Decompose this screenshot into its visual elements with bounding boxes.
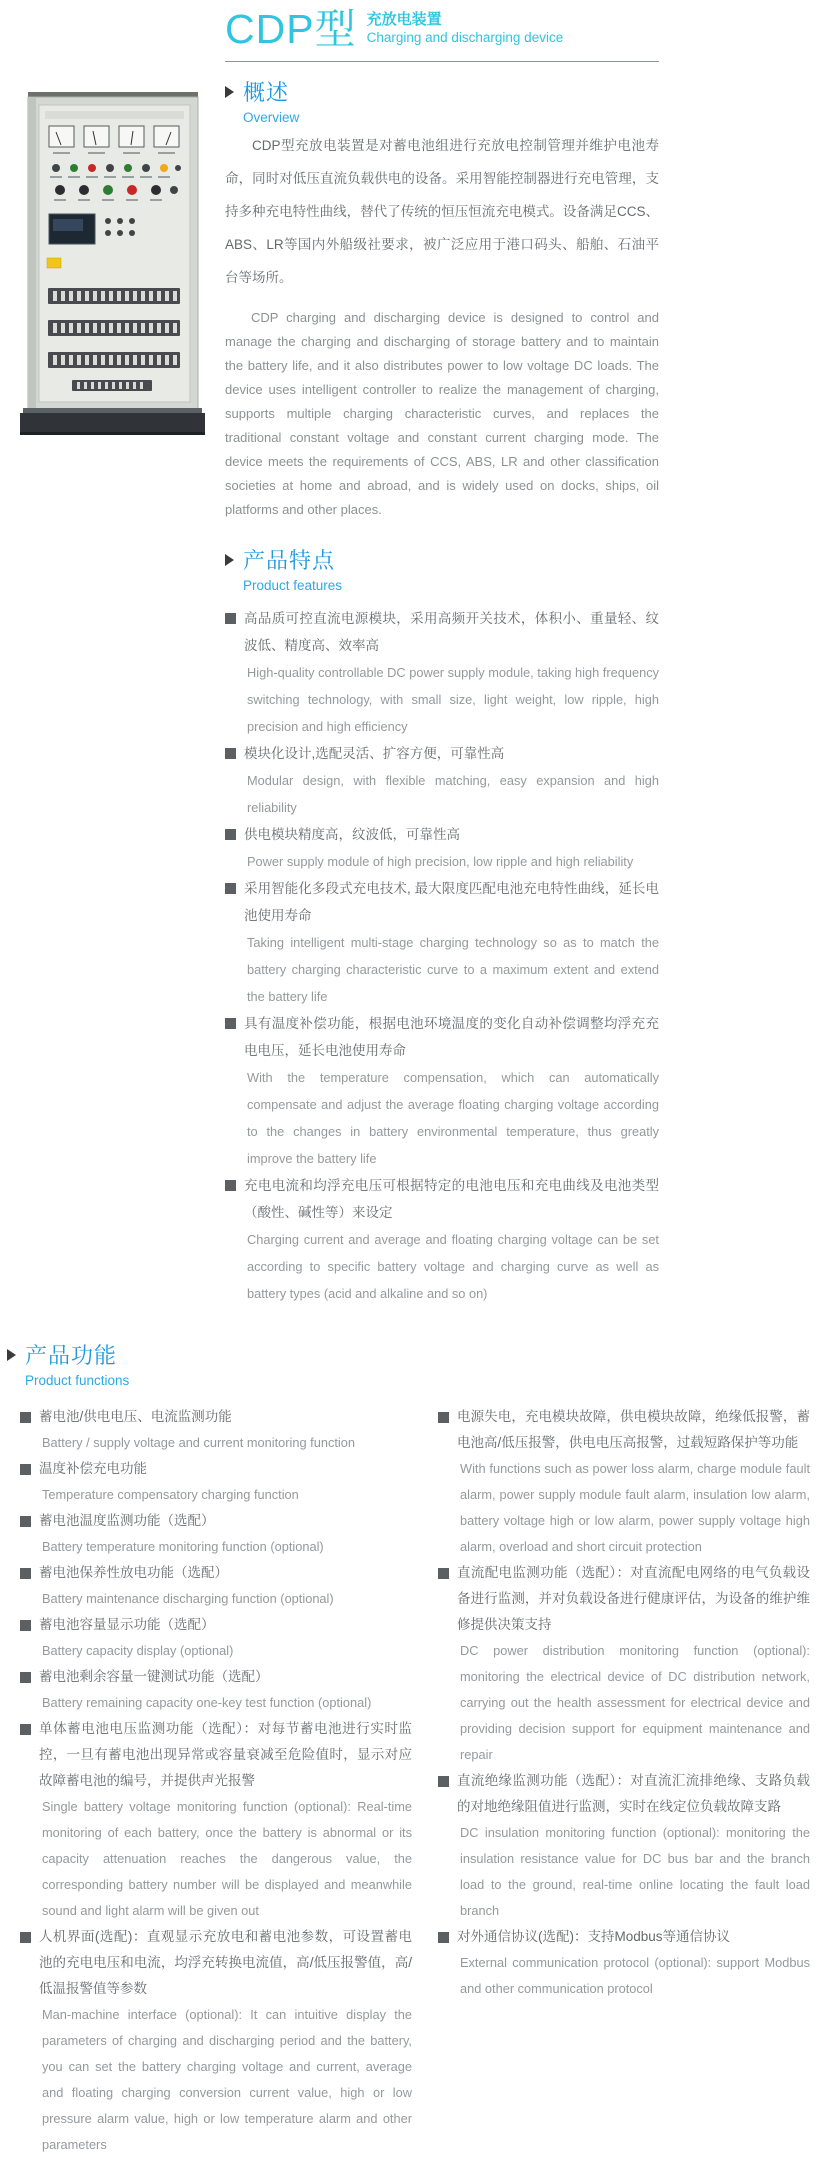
bullet-square-icon <box>20 1724 31 1735</box>
feature-text-en: With the temperature compensation, which can automatically compensate and adjust the average floating charging voltage according to the changes in battery environmental temperature, thus greatly improve the battery life <box>247 1070 659 1166</box>
function-item <box>438 1924 810 2002</box>
bullet-square-icon <box>438 1568 449 1579</box>
features-list <box>225 605 659 1307</box>
bullet-square-icon <box>20 1516 31 1527</box>
feature-text-cn: 充电电流和均浮充电压可根据特定的电池电压和充电曲线及电池类型（酸性、碱性等）来设定 <box>244 1178 659 1220</box>
function-item <box>20 1404 412 1456</box>
feature-item <box>225 821 659 875</box>
bullet-square-icon <box>438 1412 449 1423</box>
bullet-square-icon <box>225 829 236 840</box>
content-column <box>225 6 659 1307</box>
function-text-cn: 人机界面(选配)：直观显示充放电和蓄电池参数，可设置蓄电池的充电电压和电流，均浮充转换电流值，高/低压报警值，高/低温报警值等参数 <box>39 1929 412 1996</box>
bullet-square-icon <box>225 613 236 624</box>
bullet-square-icon <box>225 1180 236 1191</box>
bullet-square-icon <box>20 1672 31 1683</box>
function-text-en: Temperature compensatory charging function <box>42 1487 299 1502</box>
functions-left-column <box>20 1404 412 2158</box>
bullet-square-icon <box>20 1620 31 1631</box>
features-section <box>225 548 659 1307</box>
function-item <box>20 1924 412 2158</box>
feature-text-cn: 具有温度补偿功能，根据电池环境温度的变化自动补偿调整均浮充充电电压，延长电池使用寿命 <box>244 1016 659 1058</box>
overview-title-cn: 概述 <box>243 80 290 105</box>
functions-columns <box>7 1404 830 2158</box>
overview-paragraph-en: CDP charging and discharging device is designed to control and manage the charging and discharging of storage battery and to maintain the battery life, and it also distributes power to low voltage DC loads. The device uses intelligent controller to realize the management of charging, supports multiple charging characteristic curves, and replaces the traditional constant voltage and constant current charging mode. The device meets the requirements of CCS, ABS, LR and other classification societies at home and abroad, and is widely used on docks, ships, oil platforms and other places. <box>225 310 659 517</box>
function-text-cn: 直流绝缘监测功能（选配）：对直流汇流排绝缘、支路负载的对地绝缘阻值进行监测，实时在线定位负载故障支路 <box>457 1773 810 1814</box>
function-item <box>438 1768 810 1924</box>
function-text-en: With functions such as power loss alarm, charge module fault alarm, power supply module fault alarm, insulation low alarm, battery voltage high or low alarm, power supply voltage high alarm, overload and short circuit protection <box>460 1461 810 1554</box>
features-title-cn: 产品特点 <box>243 548 336 573</box>
section-marker-icon <box>225 86 234 98</box>
function-text-cn: 直流配电监测功能（选配）：对直流配电网络的电气负载设备进行监测，并对负载设备进行健康评估，为设备的维护维修提供决策支持 <box>457 1565 810 1632</box>
functions-section-header <box>7 1343 830 1390</box>
function-text-en: Single battery voltage monitoring function (optional): Real-time monitoring of each battery, once the battery is abnormal or its capacity attenuation reaches the dangerous value, the corresponding battery number will be displayed and meanwhile sound and light alarm will be given out <box>42 1799 412 1918</box>
photo-column <box>0 6 225 1307</box>
bullet-square-icon <box>20 1464 31 1475</box>
feature-text-cn: 高品质可控直流电源模块，采用高频开关技术，体积小、重量轻、纹波低、精度高、效率高 <box>244 611 659 653</box>
bullet-square-icon <box>225 883 236 894</box>
bullet-square-icon <box>438 1932 449 1943</box>
section-marker-icon <box>225 554 234 566</box>
feature-text-en: Charging current and average and floating charging voltage can be set according to specific battery voltage and charging curve as well as battery types (acid and alkaline and so on) <box>247 1232 659 1301</box>
title-divider <box>225 61 659 62</box>
function-item <box>20 1612 412 1664</box>
function-text-cn: 蓄电池保养性放电功能（选配） <box>39 1565 228 1580</box>
overview-section <box>225 80 659 522</box>
bullet-square-icon <box>225 1018 236 1029</box>
function-text-en: DC insulation monitoring function (optional): monitoring the insulation resistance value for DC bus bar and the branch load to the ground, real-time online locating the fault load branch <box>460 1825 810 1918</box>
function-text-en: Battery temperature monitoring function (optional) <box>42 1539 324 1554</box>
function-text-en: External communication protocol (optional): support Modbus and other communication protocol <box>460 1955 810 1996</box>
function-text-cn: 单体蓄电池电压监测功能（选配）：对每节蓄电池进行实时监控，一旦有蓄电池出现异常或容量衰减至危险值时，显示对应故障蓄电池的编号，并提供声光报警 <box>39 1721 412 1788</box>
feature-text-en: Taking intelligent multi-stage charging technology so as to match the battery charging characteristic curve to a maximum extent and extend the battery life <box>247 935 659 1004</box>
product-photo <box>20 92 205 437</box>
feature-text-en: Modular design, with flexible matching, easy expansion and high reliability <box>247 773 659 815</box>
functions-title-cn: 产品功能 <box>25 1343 118 1368</box>
function-text-cn: 蓄电池容量显示功能（选配） <box>39 1617 215 1632</box>
product-subtitle-cn: 充放电装置 <box>366 11 442 28</box>
function-item <box>20 1508 412 1560</box>
feature-text-en: High-quality controllable DC power supply module, taking high frequency switching technology, with small size, light weight, low ripple, high precision and high efficiency <box>247 665 659 734</box>
function-item <box>20 1456 412 1508</box>
function-text-en: Battery maintenance discharging function (optional) <box>42 1591 334 1606</box>
product-subtitles <box>367 6 564 47</box>
function-text-cn: 温度补偿充电功能 <box>39 1461 147 1476</box>
function-text-en: Battery / supply voltage and current monitoring function <box>42 1435 355 1450</box>
overview-paragraph-cn: CDP型充放电装置是对蓄电池组进行充放电控制管理并维护电池寿命，同时对低压直流负载供电的设备。采用智能控制器进行充电管理，支持多种充电特性曲线，替代了传统的恒压恒流充电模式。设备满足CCS、ABS、LR等国内外船级社要求，被广泛应用于港口码头、船舶、石油平台等场所。 <box>225 138 659 285</box>
functions-right-column <box>438 1404 810 2158</box>
function-text-en: DC power distribution monitoring function (optional): monitoring the electrical device of DC distribution network, carrying out the health assessment for electrical device and providing decision support for equipment maintenance and repair <box>460 1643 810 1762</box>
function-item <box>20 1664 412 1716</box>
functions-title-en: Product functions <box>25 1373 130 1388</box>
function-text-en: Battery capacity display (optional) <box>42 1643 234 1658</box>
features-title-en: Product features <box>243 578 343 593</box>
bullet-square-icon <box>438 1776 449 1787</box>
functions-section <box>0 1343 830 2158</box>
feature-item <box>225 1172 659 1307</box>
function-item <box>438 1560 810 1768</box>
product-subtitle-en: Charging and discharging device <box>366 30 564 45</box>
function-item <box>438 1404 810 1560</box>
bullet-square-icon <box>20 1932 31 1943</box>
function-text-cn: 蓄电池温度监测功能（选配） <box>39 1513 215 1528</box>
feature-text-cn: 供电模块精度高，纹波低，可靠性高 <box>244 827 460 842</box>
feature-text-en: Power supply module of high precision, low ripple and high reliability <box>247 854 634 869</box>
product-model: CDP型 <box>225 6 357 52</box>
function-text-en: Man-machine interface (optional): It can intuitive display the parameters of charging and discharging period and the battery, you can set the battery charging voltage and current, average and floating charging conversion current value, high or low pressure alarm value, high or low temperature alarm and other parameters <box>42 2007 412 2152</box>
function-text-cn: 电源失电，充电模块故障，供电模块故障，绝缘低报警，蓄电池高/低压报警，供电电压高报警，过载短路保护等功能 <box>457 1409 810 1450</box>
feature-item <box>225 875 659 1010</box>
function-text-cn: 蓄电池/供电电压、电流监测功能 <box>39 1409 232 1424</box>
function-text-cn: 对外通信协议(选配)：支持Modbus等通信协议 <box>457 1929 731 1944</box>
function-text-en: Battery remaining capacity one-key test function (optional) <box>42 1695 372 1710</box>
feature-item <box>225 740 659 821</box>
function-item <box>20 1716 412 1924</box>
feature-item <box>225 1010 659 1172</box>
feature-text-cn: 采用智能化多段式充电技术, 最大限度匹配电池充电特性曲线，延长电池使用寿命 <box>244 881 659 923</box>
feature-text-cn: 模块化设计,选配灵活、扩容方便，可靠性高 <box>244 746 505 761</box>
feature-item <box>225 605 659 740</box>
overview-title-en: Overview <box>243 110 300 125</box>
section-marker-icon <box>7 1349 16 1361</box>
bullet-square-icon <box>225 748 236 759</box>
overview-section-header <box>225 80 659 127</box>
function-text-cn: 蓄电池剩余容量一键测试功能（选配） <box>39 1669 269 1684</box>
function-item <box>20 1560 412 1612</box>
charging-cabinet-illustration <box>20 92 205 437</box>
bullet-square-icon <box>20 1568 31 1579</box>
product-title-block <box>225 6 659 52</box>
features-section-header <box>225 548 659 595</box>
bullet-square-icon <box>20 1412 31 1423</box>
